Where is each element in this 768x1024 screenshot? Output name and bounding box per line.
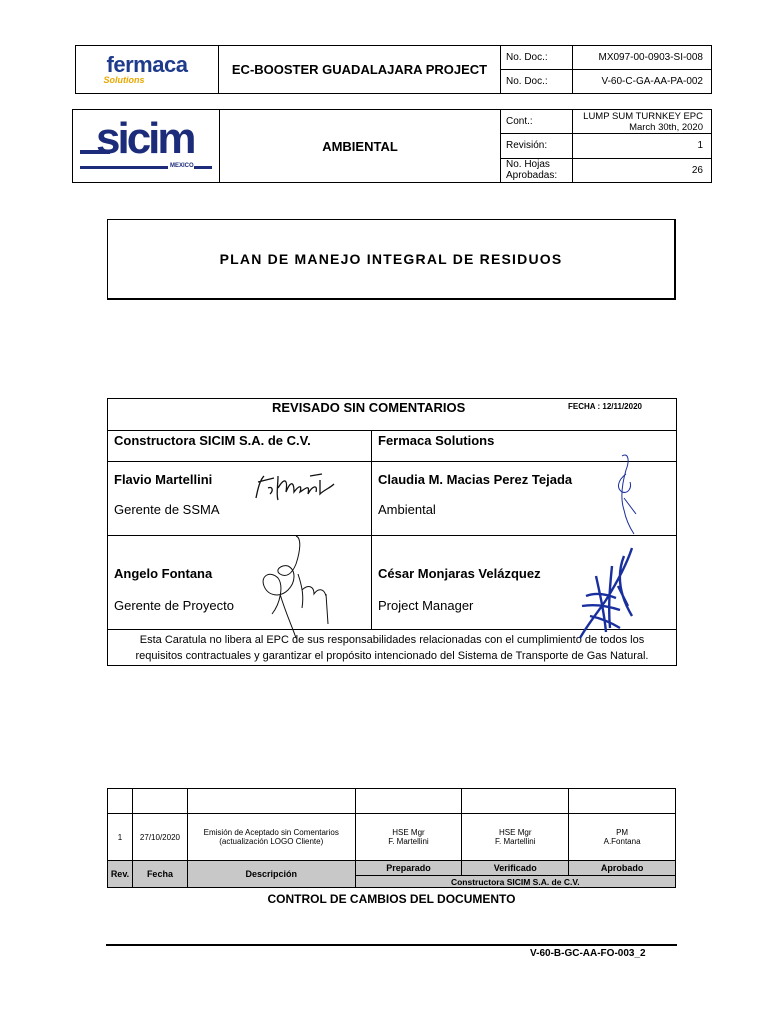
company-left-label: Constructora SICIM S.A. de C.V. [114, 433, 311, 448]
fermaca-logo-sub: Solutions [103, 74, 145, 85]
sicim-logo-bar-end [194, 166, 212, 169]
change-approved [569, 814, 676, 861]
signer-cell-fontana [108, 536, 372, 630]
signer-role: Project Manager [378, 598, 474, 613]
signature-fontana-icon [256, 534, 340, 640]
footer-divider [106, 944, 677, 946]
cont-value-2: March 30th, 2020 [629, 121, 703, 133]
revision-value: 1 [573, 134, 712, 158]
signer-cell-monjaras [372, 536, 677, 630]
disclaimer-line-2: requisitos contractuales y garantizar el propósito intencionado del Sistema de Transporte de Gas Natural. [135, 649, 649, 662]
empty-cell [569, 789, 676, 814]
review-status: REVISADO SIN COMENTARIOS [272, 400, 466, 415]
review-status-cell [108, 399, 677, 431]
cont-value-1: LUMP SUM TURNKEY EPC [583, 110, 703, 122]
footer-document-code: V-60-B-GC-AA-FO-003_2 [530, 948, 646, 959]
header-preparado: Preparado [355, 861, 462, 876]
hojas-value: 26 [573, 158, 712, 182]
change-prepared [355, 814, 462, 861]
change-description [187, 814, 355, 861]
signer-name: Flavio Martellini [114, 472, 213, 487]
document-title: PLAN DE MANEJO INTEGRAL DE RESIDUOS [219, 251, 563, 267]
hojas-label-1: No. Hojas [506, 159, 550, 171]
sicim-logo [78, 114, 214, 172]
fermaca-logo [76, 51, 218, 86]
change-control-table [107, 788, 676, 888]
sicim-logo-cell [73, 110, 220, 183]
signer-cell-martellini [108, 462, 372, 536]
signature-macias-icon [608, 450, 644, 536]
empty-cell [132, 789, 187, 814]
change-approved-2: A.Fontana [603, 837, 641, 846]
signer-name: Angelo Fontana [114, 566, 213, 581]
fermaca-logo-cell [76, 46, 219, 94]
header-descripcion: Descripción [187, 861, 355, 888]
change-verified-2: F. Martellini [495, 837, 536, 846]
cont-value [573, 110, 712, 134]
empty-cell [187, 789, 355, 814]
project-title: EC-BOOSTER GUADALAJARA PROJECT [219, 46, 501, 94]
sicim-logo-text: sicim [96, 114, 194, 163]
signer-name: César Monjaras Velázquez [378, 566, 541, 581]
change-prepared-1: HSE Mgr [392, 828, 425, 837]
header-table-project [75, 45, 712, 94]
header-rev: Rev. [108, 861, 133, 888]
signer-role: Gerente de Proyecto [114, 598, 234, 613]
company-right-label: Fermaca Solutions [378, 433, 495, 448]
sicim-logo-bar-bottom [80, 166, 168, 169]
change-description-1: Emisión de Aceptado sin Comentarios [203, 828, 339, 837]
signature-martellini-icon [248, 468, 340, 508]
change-date: 27/10/2020 [132, 814, 187, 861]
header-fecha: Fecha [132, 861, 187, 888]
signer-cell-macias [372, 462, 677, 536]
section-title: AMBIENTAL [220, 110, 501, 183]
header-aprobado: Aprobado [569, 861, 676, 876]
signature-monjaras-icon [576, 546, 642, 646]
doc-value-1: MX097-00-0903-SI-008 [573, 46, 712, 70]
doc-label-2: No. Doc.: [501, 70, 573, 94]
hojas-label [501, 158, 573, 182]
sicim-logo-sub: MEXICO [170, 163, 194, 169]
hojas-label-2: Aprobadas: [506, 170, 558, 182]
company-left [108, 431, 372, 462]
change-control-caption: CONTROL DE CAMBIOS DEL DOCUMENTO [267, 892, 516, 906]
review-date: FECHA : 12/11/2020 [568, 402, 642, 411]
fermaca-logo-text: fermaca [106, 51, 188, 77]
empty-cell [462, 789, 569, 814]
change-prepared-2: F. Martellini [388, 837, 429, 846]
header-company: Constructora SICIM S.A. de C.V. [355, 876, 675, 888]
empty-cell [108, 789, 133, 814]
header-verificado: Verificado [462, 861, 569, 876]
signer-name: Claudia M. Macias Perez Tejada [378, 472, 573, 487]
change-description-2: (actualización LOGO Cliente) [219, 837, 324, 846]
cont-label: Cont.: [501, 110, 573, 134]
doc-label-1: No. Doc.: [501, 46, 573, 70]
header-table-section [72, 109, 712, 183]
disclaimer-line-1: Esta Caratula no libera al EPC de sus responsabilidades relacionadas con el cumplimiento de todos los [139, 633, 645, 646]
change-approved-1: PM [616, 828, 629, 837]
revision-label: Revisión: [501, 134, 573, 158]
change-rev: 1 [108, 814, 133, 861]
change-verified-1: HSE Mgr [499, 828, 532, 837]
empty-cell [355, 789, 462, 814]
document-title-box [107, 219, 676, 300]
review-signature-table [107, 398, 677, 666]
change-verified [462, 814, 569, 861]
signer-role: Ambiental [378, 502, 436, 517]
doc-value-2: V-60-C-GA-AA-PA-002 [573, 70, 712, 94]
signer-role: Gerente de SSMA [114, 502, 220, 517]
